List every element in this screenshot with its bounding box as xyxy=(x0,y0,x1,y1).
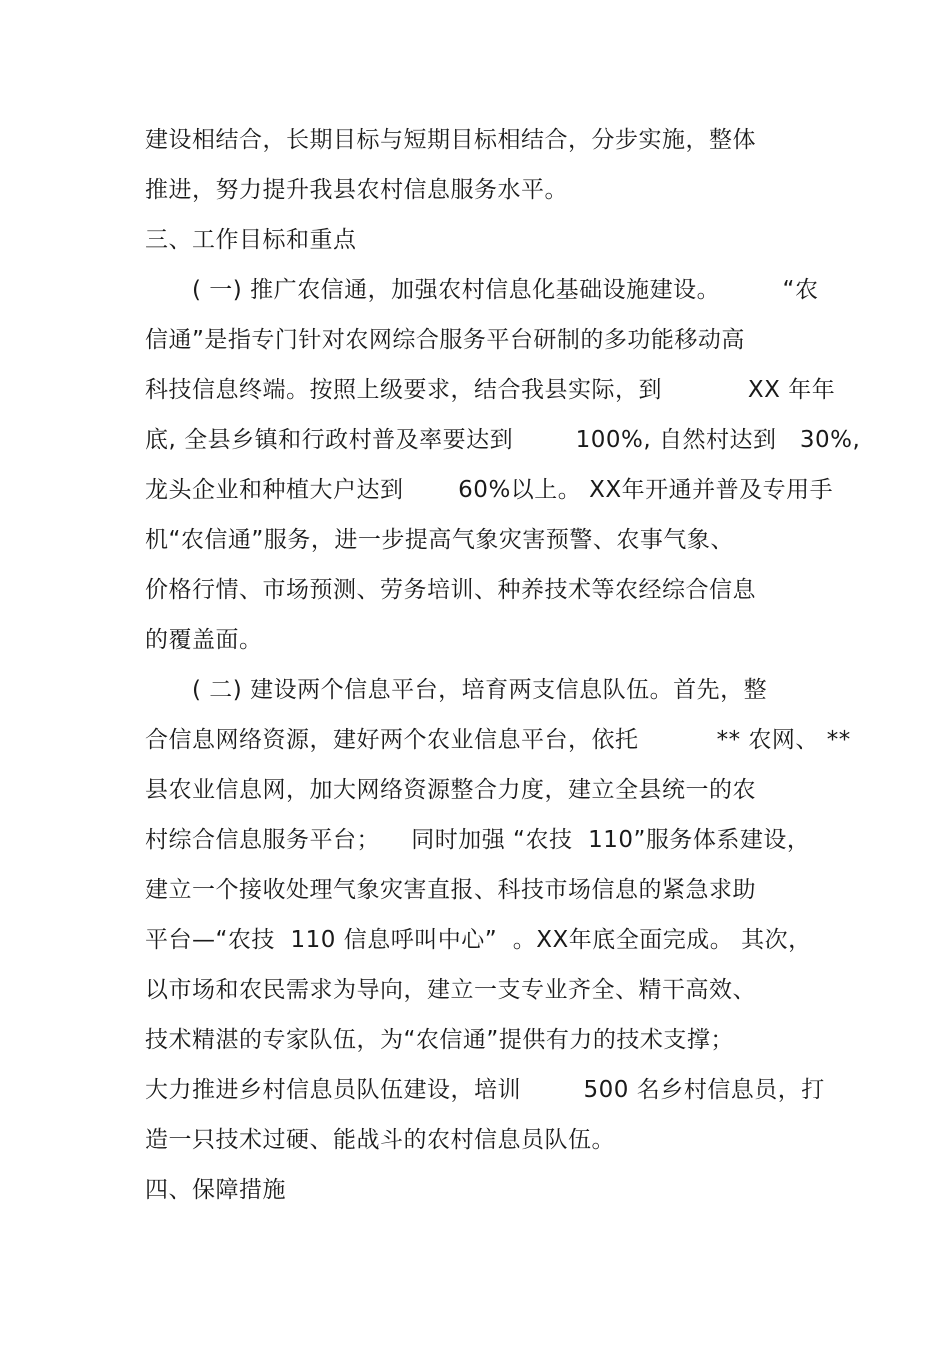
paragraph-line: ( 一) 推广农信通，加强农村信息化基础设施建设。 “农 xyxy=(192,277,819,303)
paragraph-line: 合信息网络资源，建好两个农业信息平台，依托 ** 农网、 ** xyxy=(145,727,851,753)
paragraph-line: 机“农信通”服务，进一步提高气象灾害预警、农事气象、 xyxy=(145,527,734,553)
section-heading: 四、保障措施 xyxy=(145,1177,286,1203)
paragraph-line: 平台—“农技 110 信息呼叫中心” 。XX年底全面完成。 其次， xyxy=(145,927,812,953)
paragraph-line: 建设相结合，长期目标与短期目标相结合，分步实施，整体 xyxy=(145,127,756,153)
paragraph-line: 龙头企业和种植大户达到 60%以上。 XX年开通并普及专用手 xyxy=(145,477,834,503)
paragraph-line: 信通”是指专门针对农网综合服务平台研制的多功能移动高 xyxy=(145,327,745,353)
paragraph-line: 推进，努力提升我县农村信息服务水平。 xyxy=(145,177,568,203)
paragraph-line: 造一只技术过硬、能战斗的农村信息员队伍。 xyxy=(145,1127,615,1153)
paragraph-line: 县农业信息网，加大网络资源整合力度，建立全县统一的农 xyxy=(145,777,756,803)
paragraph-line: 的覆盖面。 xyxy=(145,627,263,653)
paragraph-line: 大力推进乡村信息员队伍建设，培训 500 名乡村信息员，打 xyxy=(145,1077,825,1103)
paragraph-line: 底, 全县乡镇和行政村普及率要达到 100%, 自然村达到 30%, xyxy=(145,427,861,453)
section-heading: 三、工作目标和重点 xyxy=(145,227,357,253)
paragraph-line: ( 二) 建设两个信息平台，培育两支信息队伍。首先，整 xyxy=(192,677,768,703)
paragraph-line: 建立一个接收处理气象灾害直报、科技市场信息的紧急求助 xyxy=(145,877,756,903)
paragraph-line: 以市场和农民需求为导向，建立一支专业齐全、精干高效、 xyxy=(145,977,756,1003)
paragraph-line: 村综合信息服务平台； 同时加强 “农技 110”服务体系建设， xyxy=(145,827,811,853)
paragraph-line: 科技信息终端。按照上级要求，结合我县实际，到 XX 年年 xyxy=(145,377,836,403)
paragraph-line: 技术精湛的专家队伍，为“农信通”提供有力的技术支撑； xyxy=(145,1027,734,1053)
paragraph-line: 价格行情、市场预测、劳务培训、种养技术等农经综合信息 xyxy=(145,577,756,603)
